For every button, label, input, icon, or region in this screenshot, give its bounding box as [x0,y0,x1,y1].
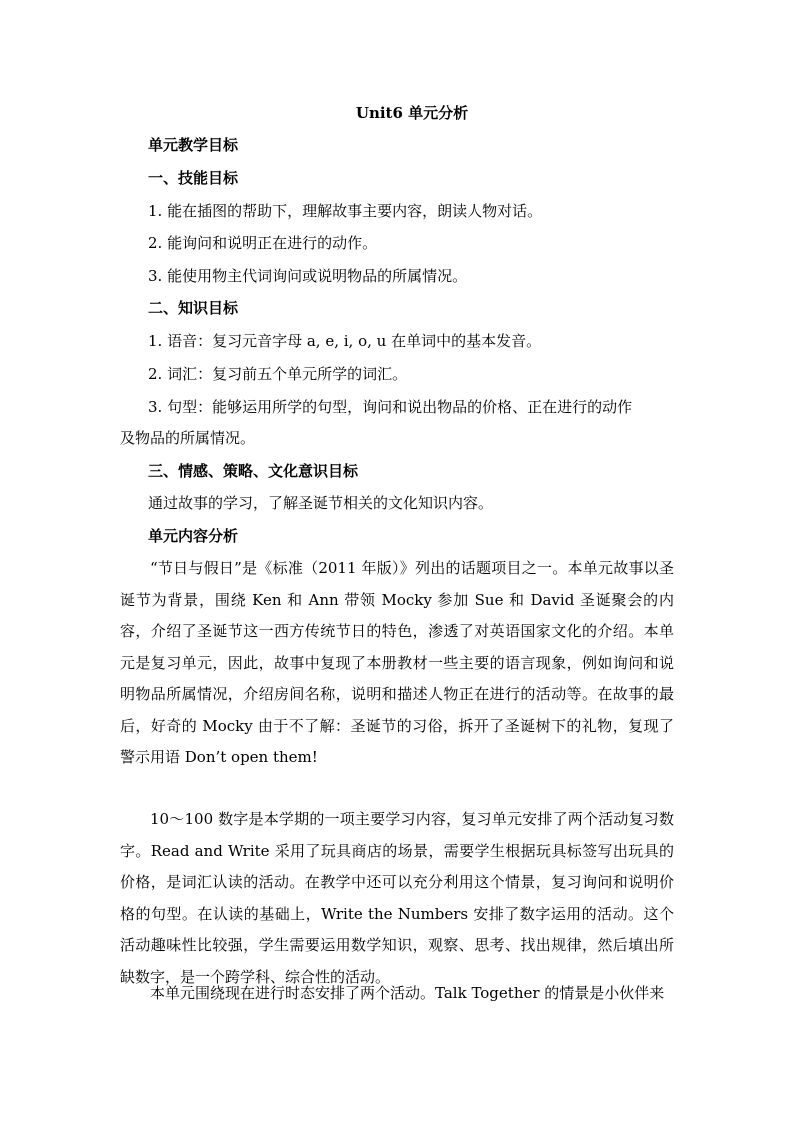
emotion-goals-text: 通过故事的学习，了解圣诞节相关的文化知识内容。 [148,494,494,512]
emotion-goals-heading: 三、情感、策略、文化意识目标 [148,462,359,480]
knowledge-item-2: 2. 词汇：复习前五个单元所学的词汇。 [148,365,408,383]
skill-item-1: 1. 能在插图的帮助下，理解故事主要内容，朗读人物对话。 [148,202,543,220]
skill-goals-heading: 一、技能目标 [148,169,239,187]
content-paragraph-1: “节日与假日”是《标准（2011 年版）》列出的话题项目之一。本单元故事以圣诞节为背景，围绕 Ken 和 Ann 带领 Mocky 参加 Sue 和 David 圣诞聚会的内容，介绍了圣诞节这一西方传统节日的特色，渗透了对英语国家文化的介绍。本单元是复习单元，因此，故事中复现了本册教材一些主要的语言现象，例如询问和说明物品所属情况，介绍房间名称，说明和描述人物正在进行的活动等。在故事的最后，好奇的 Mocky 由于不了解：圣诞节的习俗，拆开了圣诞树下的礼物，复现了警示用语 Don’t open them! [120,559,674,766]
content-paragraph-3: 本单元围绕现在进行时态安排了两个活动。Talk Together 的情景是小伙伴来 [150,984,665,1002]
knowledge-item-3-continued: 及物品的所属情况。 [120,429,256,447]
document-page [120,0,674,1123]
teaching-goals-heading: 单元教学目标 [148,136,239,154]
knowledge-item-3: 3. 句型：能够运用所学的句型，询问和说出物品的价格、正在进行的动作 [148,398,633,416]
skill-item-3: 3. 能使用物主代词询问或说明物品的所属情况。 [148,267,468,285]
knowledge-item-1: 1. 语音：复习元音字母 a, e, i, o, u 在单词中的基本发音。 [148,332,542,350]
content-analysis-heading: 单元内容分析 [148,527,239,545]
knowledge-goals-heading: 二、知识目标 [148,299,239,317]
page-title: Unit6 单元分析 [355,104,469,122]
skill-item-2: 2. 能询问和说明正在进行的动作。 [148,234,378,252]
content-paragraph-2: 10～100 数字是本学期的一项主要学习内容，复习单元安排了两个活动复习数字。Read and Write 采用了玩具商店的场景，需要学生根据玩具标签写出玩具的价格，是词汇认读的活动。在教学中还可以充分利用这个情景，复习询问和说明价格的句型。在认读的基础上，Write the Numbers 安排了数字运用的活动。这个活动趣味性比较强，学生需要运用数学知识，观察、思考、找出规律，然后填出所缺数字，是一个跨学科、综合性的活动。 [120,810,674,986]
